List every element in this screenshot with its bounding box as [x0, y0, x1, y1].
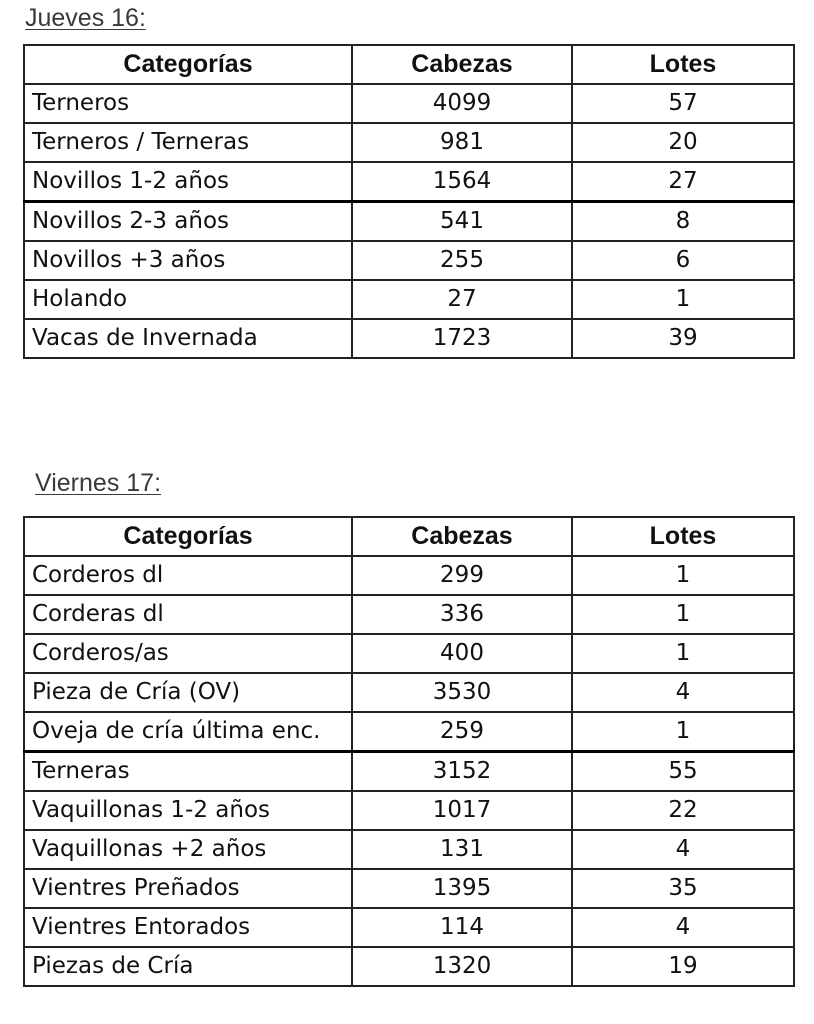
- table-row: [24, 241, 794, 280]
- cell-lotes: 27: [572, 162, 794, 202]
- header-lotes: Lotes: [572, 517, 794, 556]
- cell-lotes: 1: [572, 712, 794, 752]
- cell-lotes: 22: [572, 791, 794, 830]
- table-row: [24, 162, 794, 202]
- table-row: [24, 791, 794, 830]
- cell-categoria: Terneros: [24, 84, 352, 123]
- cell-cabezas: 299: [352, 556, 572, 595]
- cell-cabezas: 114: [352, 908, 572, 947]
- cell-lotes: 19: [572, 947, 794, 986]
- cell-categoria: Novillos 1-2 años: [24, 162, 352, 202]
- cell-cabezas: 1395: [352, 869, 572, 908]
- table-row: [24, 634, 794, 673]
- cell-categoria: Novillos 2-3 años: [24, 202, 352, 242]
- header-cabezas: Cabezas: [352, 517, 572, 556]
- cell-categoria: Novillos +3 años: [24, 241, 352, 280]
- cell-categoria: Holando: [24, 280, 352, 319]
- table-row: [24, 556, 794, 595]
- cell-cabezas: 259: [352, 712, 572, 752]
- cell-cabezas: 981: [352, 123, 572, 162]
- table-row: [24, 752, 794, 792]
- cell-categoria: Terneros / Terneras: [24, 123, 352, 162]
- header-row: [24, 517, 794, 556]
- cell-lotes: 8: [572, 202, 794, 242]
- cell-lotes: 1: [572, 280, 794, 319]
- header-cabezas: Cabezas: [352, 45, 572, 84]
- cell-categoria: Vientres Preñados: [24, 869, 352, 908]
- cell-lotes: 35: [572, 869, 794, 908]
- cell-cabezas: 4099: [352, 84, 572, 123]
- cell-lotes: 20: [572, 123, 794, 162]
- table-row: [24, 908, 794, 947]
- cell-lotes: 4: [572, 673, 794, 712]
- cell-cabezas: 131: [352, 830, 572, 869]
- cell-lotes: 6: [572, 241, 794, 280]
- table-row: [24, 947, 794, 986]
- table-jueves: [23, 44, 795, 359]
- cell-lotes: 1: [572, 556, 794, 595]
- cell-lotes: 4: [572, 830, 794, 869]
- cell-categoria: Corderos dl: [24, 556, 352, 595]
- cell-categoria: Vacas de Invernada: [24, 319, 352, 358]
- cell-cabezas: 1564: [352, 162, 572, 202]
- header-categorias: Categorías: [24, 45, 352, 84]
- cell-categoria: Corderas dl: [24, 595, 352, 634]
- cell-categoria: Corderos/as: [24, 634, 352, 673]
- table-row: [24, 319, 794, 358]
- table-row: [24, 280, 794, 319]
- table-row: [24, 123, 794, 162]
- cell-cabezas: 255: [352, 241, 572, 280]
- cell-cabezas: 27: [352, 280, 572, 319]
- cell-cabezas: 3152: [352, 752, 572, 792]
- table-row: [24, 84, 794, 123]
- cell-categoria: Terneras: [24, 752, 352, 792]
- table-row: [24, 595, 794, 634]
- cell-lotes: 39: [572, 319, 794, 358]
- cell-cabezas: 400: [352, 634, 572, 673]
- cell-cabezas: 541: [352, 202, 572, 242]
- cell-lotes: 55: [572, 752, 794, 792]
- cell-lotes: 1: [572, 595, 794, 634]
- cell-categoria: Vaquillonas +2 años: [24, 830, 352, 869]
- cell-categoria: Vaquillonas 1-2 años: [24, 791, 352, 830]
- table-row: [24, 712, 794, 752]
- header-categorias: Categorías: [24, 517, 352, 556]
- cell-cabezas: 1017: [352, 791, 572, 830]
- cell-cabezas: 3530: [352, 673, 572, 712]
- cell-categoria: Piezas de Cría: [24, 947, 352, 986]
- cell-cabezas: 1723: [352, 319, 572, 358]
- cell-lotes: 4: [572, 908, 794, 947]
- cell-cabezas: 336: [352, 595, 572, 634]
- section-title-viernes: Viernes 17:: [35, 469, 162, 497]
- section-title-jueves: Jueves 16:: [25, 4, 146, 32]
- table-row: [24, 202, 794, 242]
- cell-cabezas: 1320: [352, 947, 572, 986]
- table-row: [24, 830, 794, 869]
- cell-categoria: Vientres Entorados: [24, 908, 352, 947]
- cell-categoria: Pieza de Cría (OV): [24, 673, 352, 712]
- cell-lotes: 57: [572, 84, 794, 123]
- cell-categoria: Oveja de cría última enc.: [24, 712, 352, 752]
- table-viernes: [23, 516, 795, 987]
- header-row: [24, 45, 794, 84]
- table-row: [24, 869, 794, 908]
- table-row: [24, 673, 794, 712]
- header-lotes: Lotes: [572, 45, 794, 84]
- cell-lotes: 1: [572, 634, 794, 673]
